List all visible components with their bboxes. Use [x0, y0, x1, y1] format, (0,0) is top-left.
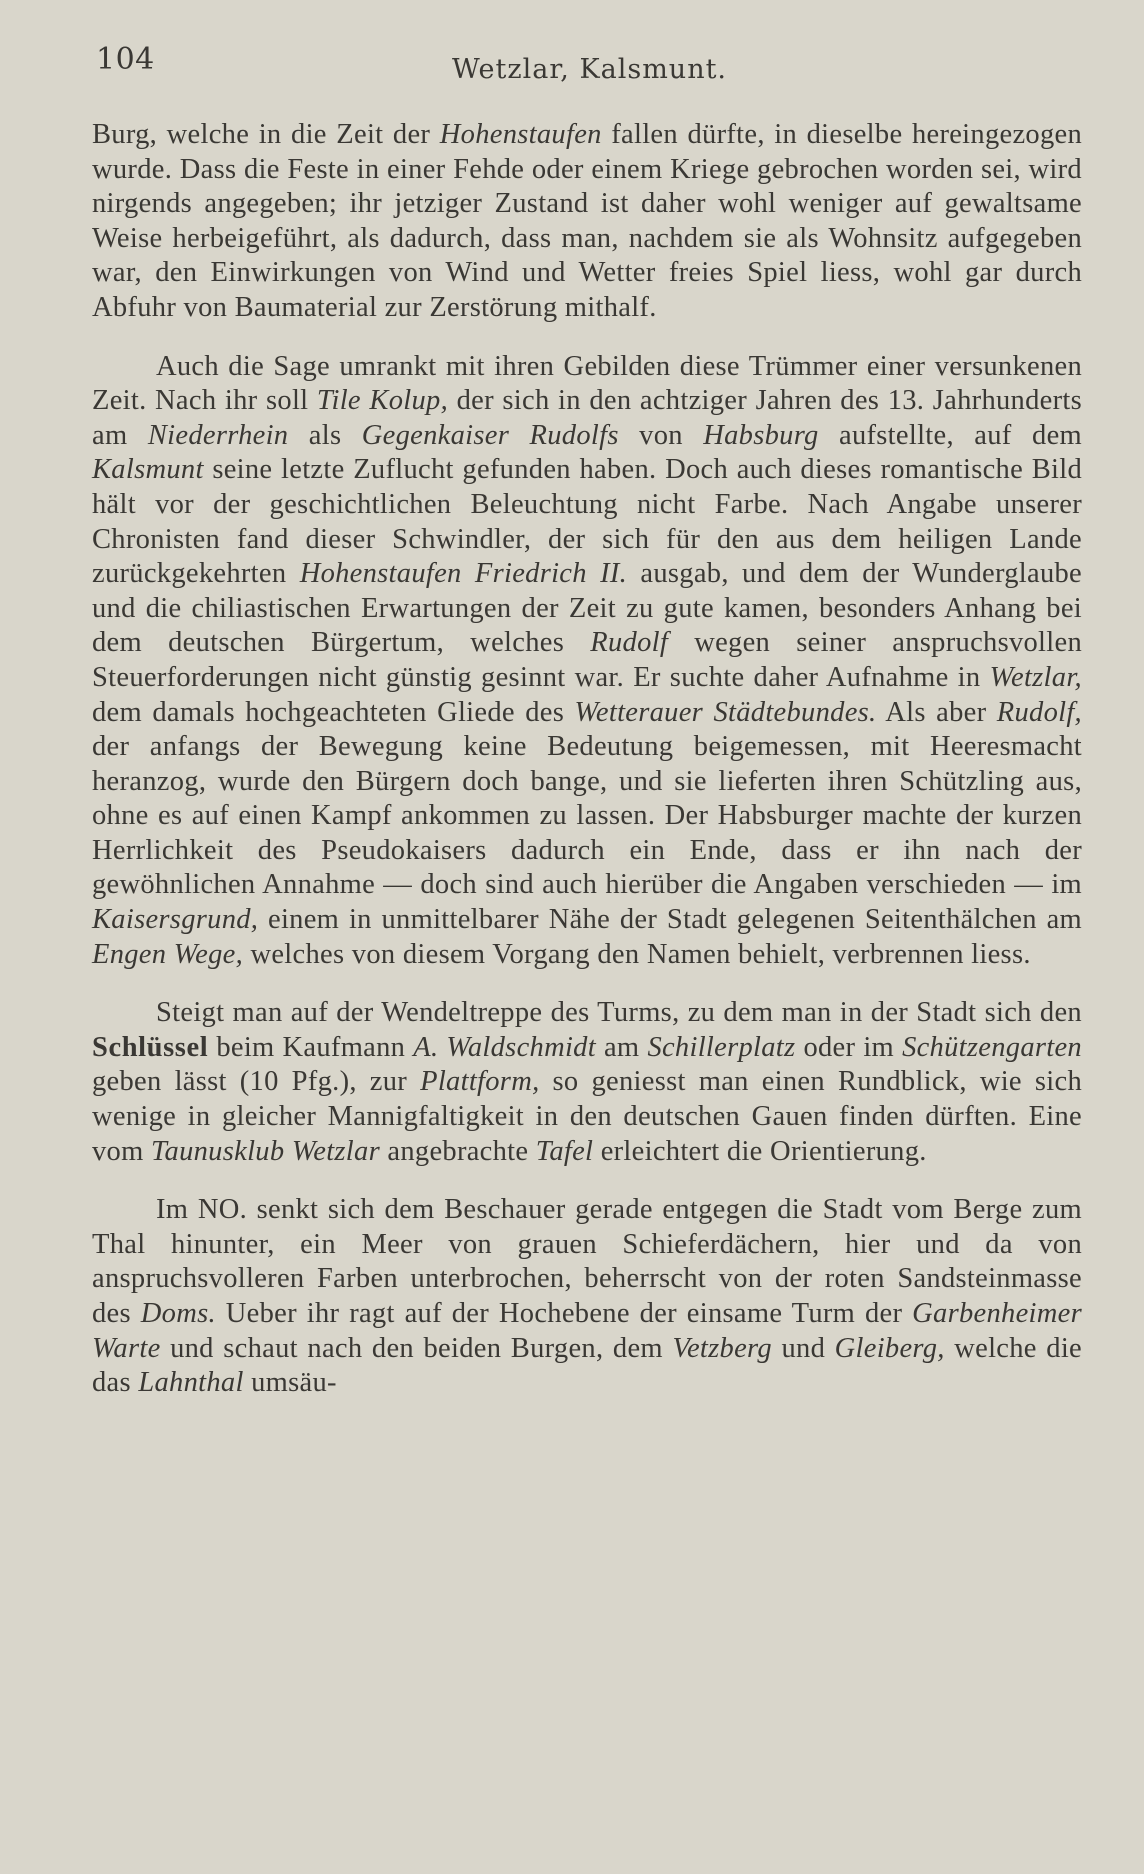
page-number: 104: [96, 42, 155, 77]
paragraph: [92, 996, 1082, 1169]
text-run: von: [618, 419, 704, 451]
text-run: der anfangs der Bewegung keine Bedeutung beigemessen, mit Heeresmacht heranzog, wurde den Bürgern doch bange, und sie lieferten ihren Schützling aus, ohne es auf einen Kampf ankommen zu lassen. Der Habsburger machte der kurzen Herrlichkeit des Pseudokaisers dadurch ein Ende, dass er ihn nach der gewöhnlichen Annahme — doch sind auch hierüber die Angaben verschieden — im: [92, 731, 1082, 901]
italic-term: Gleiberg,: [834, 1332, 945, 1364]
text-run: Ueber ihr ragt auf der Hochebene der einsame Turm der: [215, 1298, 913, 1329]
text-run: und schaut nach den beiden Burgen, dem: [160, 1332, 673, 1364]
text-run: beim Kaufmann: [208, 1031, 414, 1063]
italic-term: Wetzlar,: [989, 661, 1082, 693]
italic-term: Garbenheimer Warte: [92, 1298, 1082, 1364]
italic-term: Wetterauer Städtebundes.: [574, 696, 877, 728]
italic-term: Tafel: [535, 1135, 594, 1167]
italic-term: Kalsmunt: [92, 454, 204, 486]
text-run: der sich in den achtziger Jahren des 13. Jahrhunderts am: [92, 385, 1082, 451]
text-run: welche die das: [92, 1332, 1083, 1399]
italic-term: Schützengarten: [902, 1031, 1082, 1063]
italic-term: Tile Kolup,: [316, 385, 449, 417]
paragraph: [92, 350, 1082, 973]
text-run: einem in unmittelbarer Nähe der Stadt gelegenen Seitenthälchen am: [258, 904, 1082, 936]
text-run: angebrachte: [379, 1135, 536, 1167]
italic-term: Rudolf: [590, 627, 669, 659]
italic-term: A. Waldschmidt: [413, 1031, 596, 1063]
italic-term: Hohenstaufen Friedrich II.: [299, 558, 628, 590]
italic-term: Niederrhein: [147, 419, 289, 451]
text-run: oder im: [795, 1031, 903, 1063]
text-run: welches von diesem Vorgang den Namen behielt, verbrennen liess.: [243, 938, 1031, 970]
text-run: erleichtert die Orientierung.: [593, 1135, 927, 1167]
text-run: als: [288, 419, 362, 451]
text-run: umsäu-: [243, 1367, 337, 1399]
text-run: seine letzte Zuflucht gefunden haben. Doch auch dieses romantische Bild hält vor der geschichtlichen Beleuchtung nicht Farbe. Nach Angabe unserer Chronisten fand dieser Schwindler, der sich für den aus dem heiligen Lande zurückgekehrten: [92, 454, 1082, 590]
italic-term: Doms.: [140, 1298, 216, 1329]
italic-term: Hohenstaufen: [439, 119, 602, 150]
bold-term: Schlüssel: [92, 1031, 209, 1063]
text-run: so geniesst man einen Rundblick, wie sich wenige in gleicher Mannigfaltigkeit in den deutschen Gauen finden dürften. Eine vom: [92, 1066, 1083, 1167]
italic-term: Vetzberg: [672, 1332, 772, 1364]
italic-term: Habsburg: [703, 419, 819, 451]
italic-term: Lahnthal: [138, 1367, 244, 1399]
text-run: Burg, welche in die Zeit der: [92, 119, 440, 150]
text-run: wegen seiner anspruchsvollen Steuerforderungen nicht günstig gesinnt war. Er suchte daher Aufnahme in: [92, 627, 1082, 693]
italic-term: Kaisersgrund,: [92, 904, 259, 936]
italic-term: Taunusklub Wetzlar: [151, 1135, 380, 1167]
text-run: Auch die Sage umrankt mit ihren Gebilden diese Trümmer einer versunkenen Zeit. Nach ihr soll: [92, 350, 1082, 417]
italic-term: Plattform,: [420, 1066, 540, 1098]
text-run: fallen dürfte, in dieselbe hereingezogen wurde. Dass die Feste in einer Fehde oder einem Kriege gebrochen worden sei, wird nirgends angegeben; ihr jetziger Zustand ist daher wohl weniger auf gewaltsame Weise herbeigeführt, als dadurch, dass man, nachdem sie als Wohnsitz aufgegeben war, den Einwirkungen von Wind und Wetter freies Spiel liess, wohl gar durch Abfuhr von Baumaterial zur Zerstörung mithalf.: [92, 119, 1082, 323]
italic-term: Rudolf,: [996, 696, 1082, 728]
text-run: und: [771, 1332, 835, 1364]
text-run: ausgab, und dem der Wunderglaube und die chiliastischen Erwartungen der Zeit zu gute kamen, besonders Anhang bei dem deutschen Bürgertum, welches: [92, 558, 1082, 659]
text-run: Steigt man auf der Wendeltreppe des Turms, zu dem man in der Stadt sich den: [156, 997, 1082, 1029]
text-run: am: [595, 1031, 648, 1063]
italic-term: Schillerplatz: [647, 1031, 796, 1063]
italic-term: Gegenkaiser Rudolfs: [361, 419, 619, 451]
italic-term: Engen Wege,: [92, 938, 244, 970]
text-run: geben lässt (10 Pfg.), zur: [92, 1066, 421, 1098]
paragraph: [92, 1193, 1082, 1401]
text-run: Im NO. senkt sich dem Beschauer gerade entgegen die Stadt vom Berge zum Thal hinunter, ein Meer von grauen Schieferdächern, hier und da von anspruchsvolleren Farben unterbrochen, beherrscht von der roten Sandsteinmasse des: [92, 1194, 1082, 1329]
text-run: Als aber: [876, 696, 997, 728]
paragraph: [92, 118, 1082, 326]
running-title: Wetzlar, Kalsmunt.: [452, 54, 728, 85]
text-run: dem damals hochgeachteten Gliede des: [92, 696, 575, 728]
text-run: aufstellte, auf dem: [818, 419, 1082, 451]
body-text: [92, 118, 1082, 1401]
